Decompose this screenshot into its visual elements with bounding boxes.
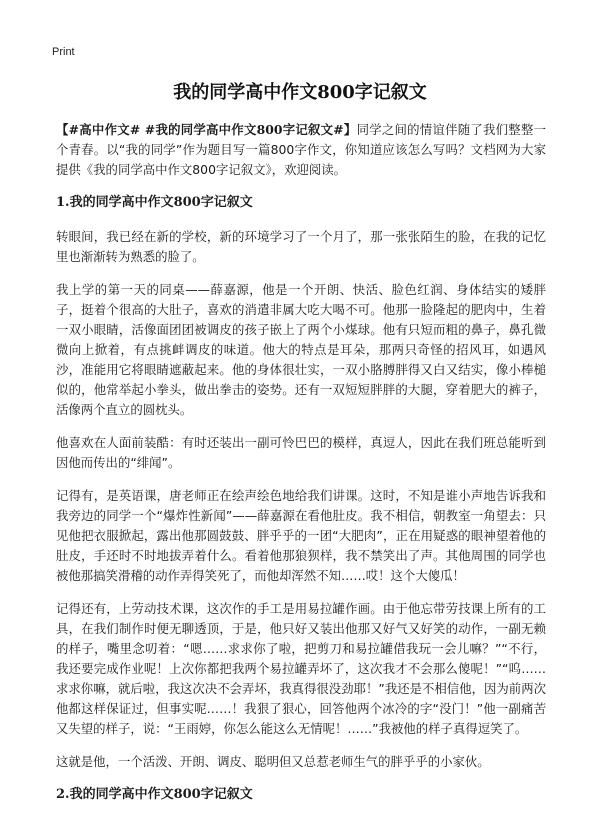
page-title: 我的同学高中作文800字记叙文 [173, 82, 427, 103]
section-1-heading: 1.我的同学高中作文800字记叙文 [56, 195, 253, 210]
paragraph: 记得还有，上劳动技术课，这次作的手工是用易拉罐作画。由于他忘带劳技课上所有的工具，在我们制作时便无聊透顶，于是，他只好又装出他那又好气又好笑的动作，一副无赖的样子，嘴里念叨着：“嗯……求求你了啦，把剪刀和易拉罐借我玩一会儿嘛？”“不行，我还要完成作业呢！上次你都把我两个易拉罐弄坏了，这次我才不会那么傻呢！”“呜……求求你嘛，就后啦，我这次决不会弄坏，我真得很没劲耶！”我还是不相信他，因为前两次他都这样保证过，但事实呢……！我狠了狠心，回答他两个冰冷的字“没门！”他一副痛苦又失望的样子，说：“王雨婷，你怎么能这么无情呢！……”我被他的样子真得逗笑了。 [56, 601, 546, 736]
paragraph: 他喜欢在人面前装酷：有时还装出一副可怜巴巴的模样，真逗人，因此在我们班总能听到因他而传出的“绯闻”。 [56, 435, 546, 470]
section-2-heading: 2.我的同学高中作文800字记叙文 [56, 787, 253, 802]
paragraph: 这就是他，一个活泼、开朗、调皮、聪明但又总惹老师生气的胖乎乎的小家伙。 [56, 754, 490, 769]
intro-tag: 【#高中作文# #我的同学高中作文800字记叙文#】 [56, 122, 357, 137]
intro-text: 同学之间的情谊伴随了我们整整一个青春。以“我的同学”作为题目写一篇800字作文，你知道应该怎么写吗？文档网为大家提供《我的同学高中作文800字记叙文》，欢迎阅读。 [56, 122, 546, 177]
paragraph: 转眼间，我已经在新的学校，新的环境学习了一个月了，那一张张陌生的脸，在我的记忆里也渐渐转为熟悉的脸了。 [56, 229, 546, 264]
paragraph: 我上学的第一天的同桌——薛嘉源，他是一个开朗、快活、脸色红润、身体结实的矮胖子，挺着个很高的大肚子，喜欢的消遣非属大吃大喝不可。他那一脸隆起的肥肉中，生着一双小眼睛，活像面团团被调皮的孩子嵌上了两个小煤球。他有只短而粗的鼻子，鼻孔微微向上掀着，有点挑衅调皮的味道。他大的特点是耳朵，那两只奇怪的招风耳，如遇风沙，准能用它将眼睛遮蔽起来。他的身体很壮实，一双小胳膊胖得又白又结实，像小棒槌似的，他常举起小拳头，做出拳击的姿势。还有一双短短胖胖的大腿，穿着肥大的裤子，活像两个直立的圆枕头。 [56, 282, 546, 417]
article-body [56, 120, 546, 819]
intro-paragraph [56, 120, 546, 180]
print-label[interactable]: Print [52, 46, 75, 58]
paragraph: 记得有，是英语课，唐老师正在绘声绘色地给我们讲课。这时，不知是谁小声地告诉我和我旁边的同学一个“爆炸性新闻”——薛嘉源在看他肚皮。我不相信，朝教室一角望去：只见他把衣服掀起，露出他那圆鼓鼓、胖乎乎的一团“大肥肉”，正在用疑惑的眼神望着他的肚皮，手还时不时地拔弄着什么。看着他那狼狈样，我不禁笑出了声。其他周围的同学也被他那搞笑滑稽的动作弄得笑死了，而他却浑然不知……哎！这个大傻瓜！ [56, 488, 546, 583]
